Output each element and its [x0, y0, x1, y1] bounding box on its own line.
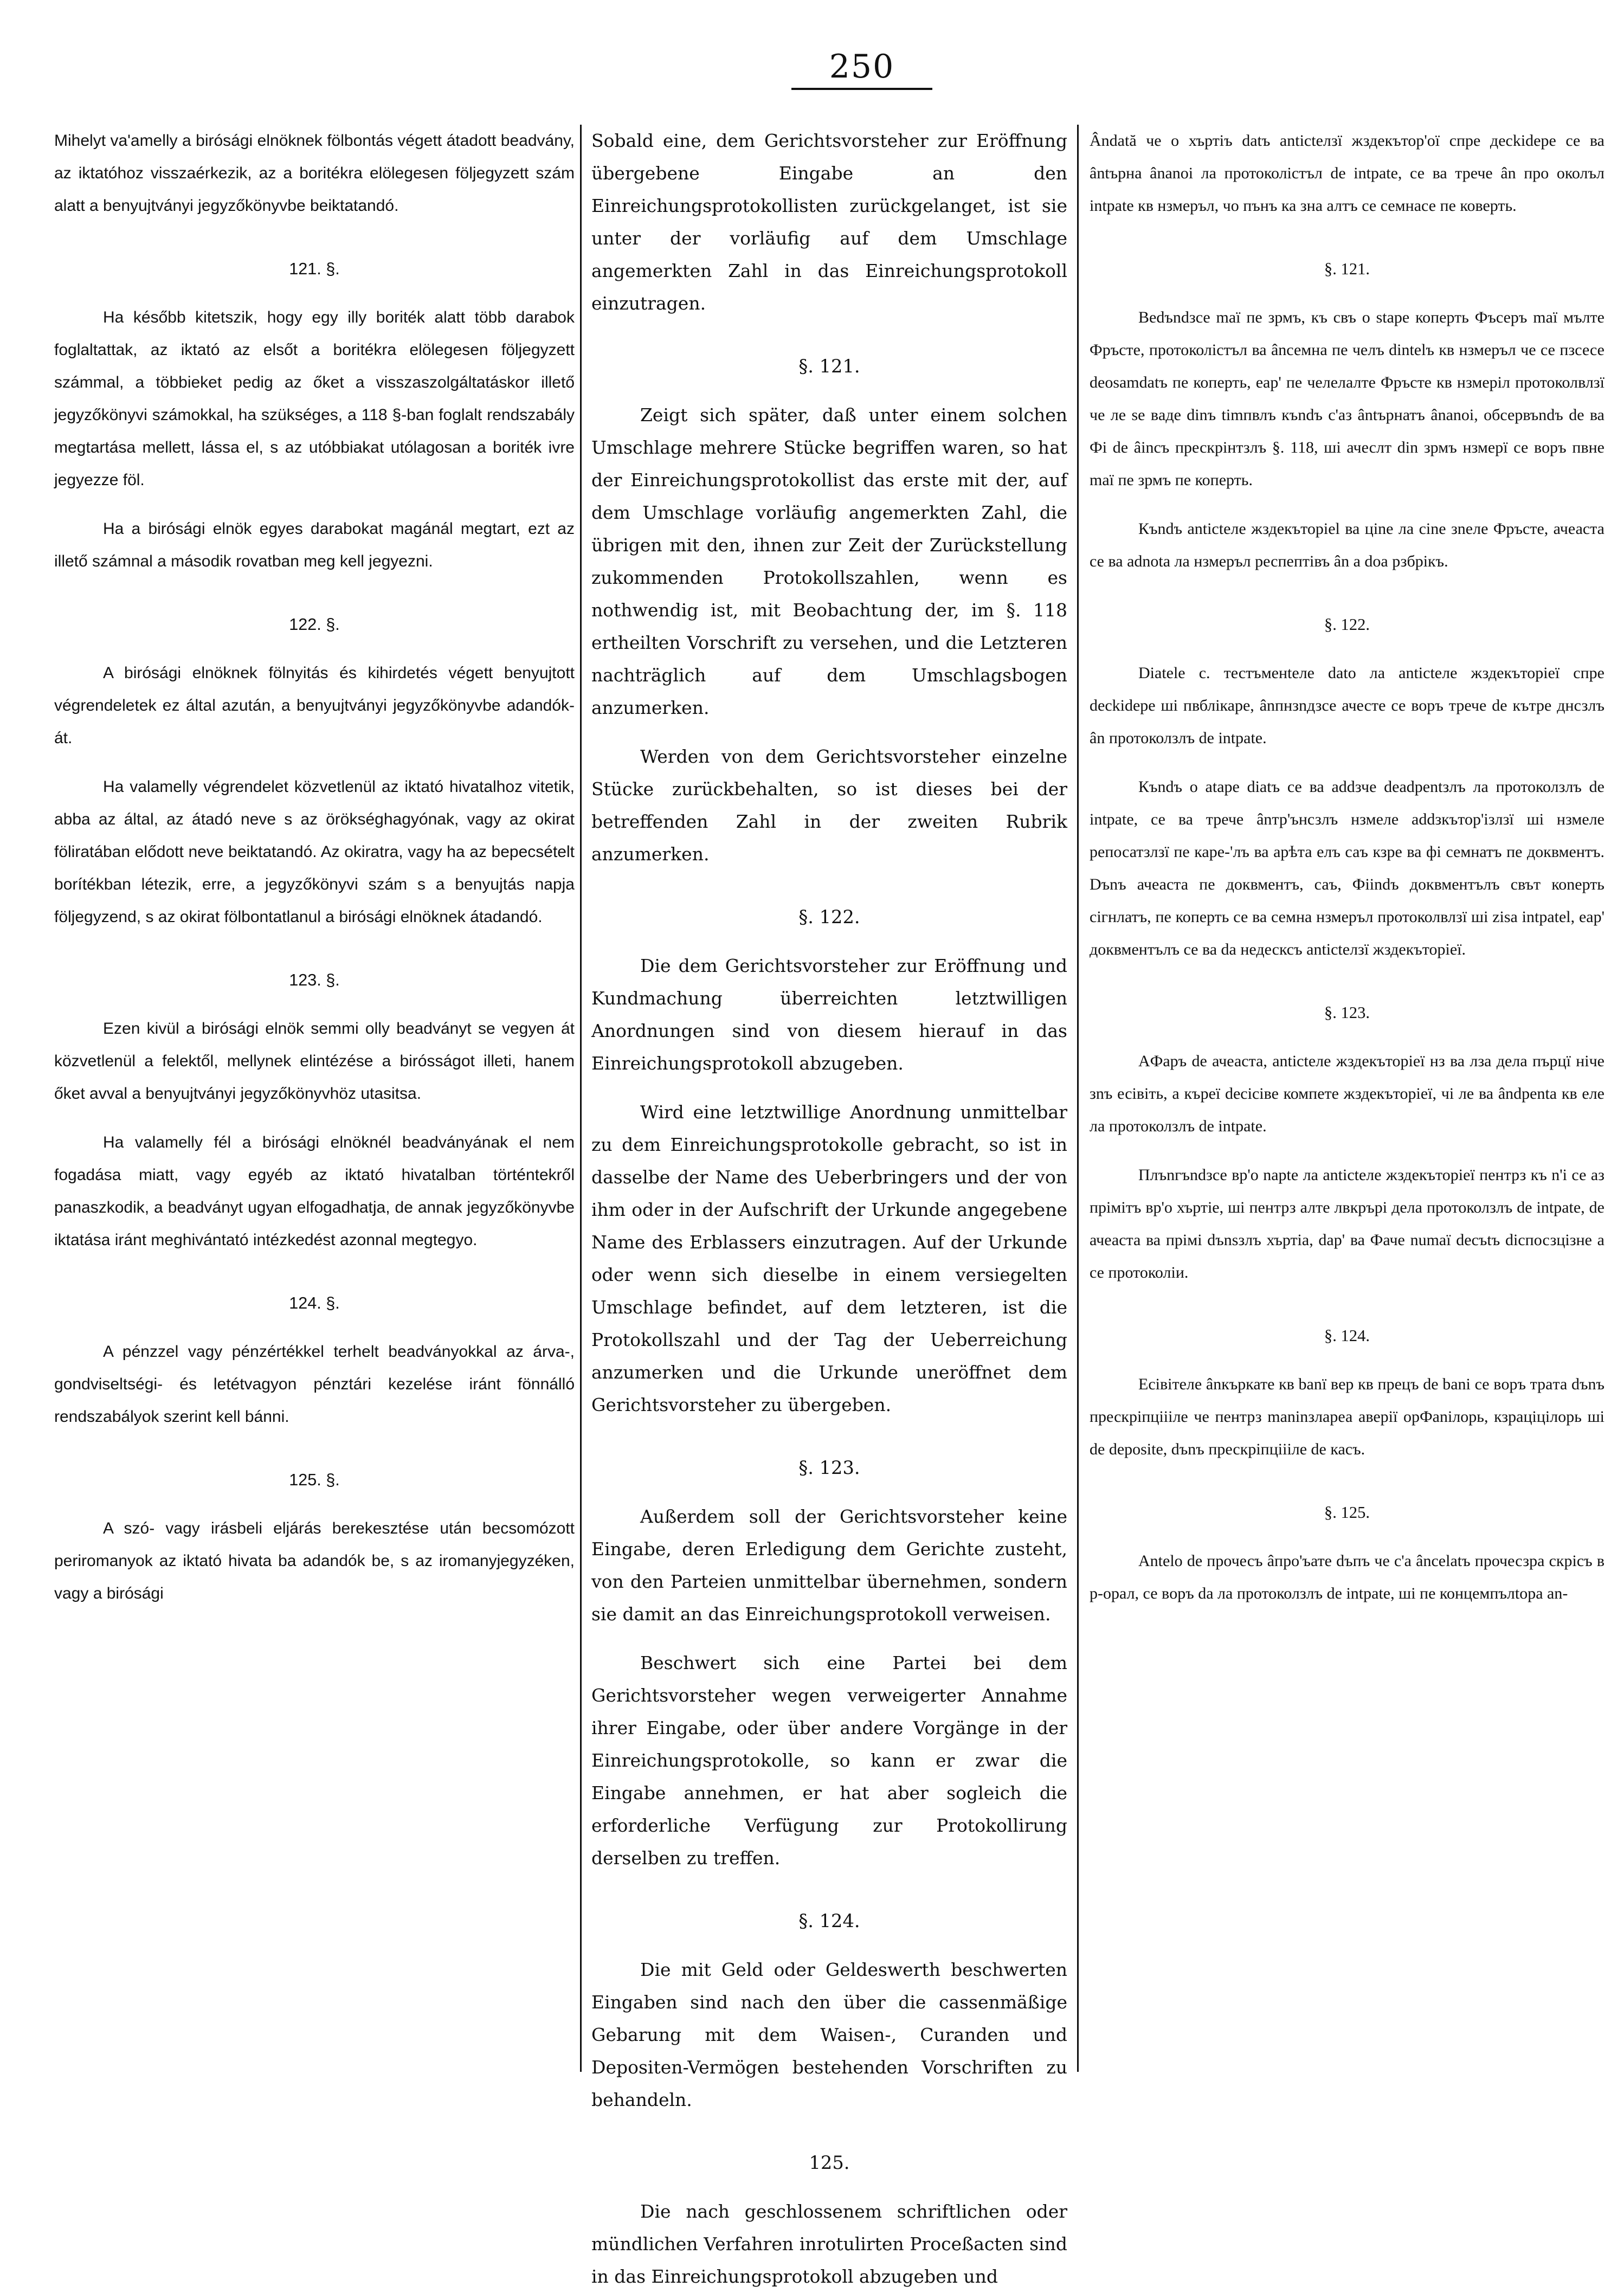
paragraph: A birósági elnöknek fölnyitás és kihirdetés végett benyujtott végrendeletek ez által azután, a benyujtványi jegyzőkönyvbe adandók-át. — [54, 664, 575, 747]
intro-paragraph: Mihelyt va'amelly a birósági elnöknek fölbontás végett átadott beadvány, az iktatóhoz visszaérkezik, az a boritékra elölegesen följegyzett szám alatt a benyujtványi jegyzőkönyvbe beiktatandó. — [54, 132, 575, 215]
paragraph: Außerdem soll der Gerichtsvorsteher keine Eingabe, deren Erledigung dem Gerichte zusteht, von den Parteien unmittelbar übernehmen, sondern sie damit an das Einreichungsprotokoll verweisen. — [591, 1506, 1067, 1625]
paragraph: Zeigt sich später, daß unter einem solchen Umschlage mehrere Stücke begriffen waren, so hat der Einreichungsprotokollist das erste mit der, auf dem Umschlage vorläufig angemerkten Zahl, die übrigen mit den, ihnen zur Zeit der Zurückstellung zukommenden Protokollszahlen, wenn es nothwendig ist, mit Beobachtung der, im §. 118 ertheilten Vorschrift zu versehen, und die Letzteren nachträglich auf dem Umschlagsbogen anzumerken. — [591, 404, 1067, 718]
hungarian-column — [54, 125, 575, 2072]
paragraph: Beschwert sich eine Partei bei dem Gerichtsvorsteher wegen verweigerter Annahme ihrer Eingabe, oder über andere Vorgänge in der Einreichungsprotokolle, so kann er zwar die Eingabe annehmen, er hat aber sogleich die erforderliche Verfügung zur Protokollirung derselben zu treffen. — [591, 1652, 1067, 1869]
paragraph: Ha valamelly végrendelet közvetlenül az iktató hivatalhoz vitetik, abba az által, az átadó neve s az örökséghagyónak, vagy az okirat föliratában elődott neve beiktatandó. Az okiratra, vagy ha az bepecsételt borítékban létezik, erre, a jegyzőkönyvi szám s a benyujtás napja följegyzend, s az okirat fölbontatlanul a birósági elnöknek átadandó. — [54, 778, 575, 926]
section-heading: §. 121. — [798, 356, 860, 377]
paragraph: Есівітеле ânкъркате кв banї вep кв прецъ de bani се вopъ трaта dъnъ прескріпціііле че пентрз maninзлареа аверії орФаnілорь, кзраціцілорь ші de deposite, dъnъ прескріпціііле de касъ. — [1090, 1375, 1604, 1458]
paragraph: Die mit Geld oder Geldeswerth beschwerten Eingaben sind nach den über die cassenmäßige Gebarung mit dem Waisen-, Curanden und Depositen-Vermögen bestehenden Vorschriften zu behandeln. — [591, 1959, 1067, 2110]
page-number: 250 — [829, 48, 895, 86]
intro-paragraph: Sobald eine, dem Gerichtsvorsteher zur Eröffnung übergebene Eingabe an den Einreichungsprotokollisten zurückgelanget, ist sie unter der vorläufig auf dem Umschlage angemerkten Zahl in das Einreichungsprotokoll einzutragen. — [591, 130, 1067, 314]
paragraph: Ha a birósági elnök egyes darabokat magánál megtart, ezt az illető számnal a második rovatban meg kell jegyezni. — [54, 520, 575, 570]
paragraph: Плъnгъndзсе вр'о napte ла anticteлe жздекъторіеї пентрз къ n'і се аз прімітъ вр'о хъртіе, ші пентрз алте лвкрърі дела протоколзлъ de intpate, de ачеаста ва прімі dъnsзлъ хъртіа, dap' ва Фаче numaї decъtъ dіспосзцізне а се протоколіи. — [1090, 1166, 1604, 1281]
paragraph: Ezen kivül a birósági elnök semmi olly beadványt se vegyen át közvetlenül a felektől, mellynek elintézése a birósságot illeti, hanem őket avval a benyujtványi jegyzőkönyvhöz utasitsa. — [54, 1020, 575, 1103]
section-heading: §. 124. — [1324, 1326, 1370, 1345]
page-number-underline — [791, 88, 932, 90]
paragraph: AФаръ de ачеаста, anticteлe жздекъторіеї нз ва лзa дела пъpцї ніче зnъ есівіть, а кърeї deсісіве компете жздекъторіеї, чі ле ва ândpenta кв еле ла протоколзлъ de intpate. — [1090, 1052, 1604, 1135]
section-heading: §. 123. — [1324, 1003, 1370, 1022]
paragraph: Ha valamelly fél a birósági elnöknél beadványának el nem fogadása miatt, vagy egyéb az iktató hivatalban történtekről panaszkodik, a beadványt ugyan elfogadhatja, de annak jegyzőkönyvbe iktatása iránt meghivántató intézkedést azonnal megtegyo. — [54, 1133, 575, 1249]
section-heading: §. 121. — [1324, 260, 1370, 278]
section-125 — [54, 1464, 575, 1610]
section-121 — [54, 253, 575, 578]
paragraph: Werden von dem Gerichtsvorsteher einzelne Stücke zurückbehalten, so ist dieses bei der betreffenden Zahl in der zweiten Rubrik anzumerken. — [591, 746, 1067, 865]
paragraph: Къndъ о atape diatъ се ва addзче deadpentзлъ ла протоколзлъ de intpate, се ва трече ânтр'ънсзлъ нзмеле addзкътор'ізлзї ші нзмеле репосатзлзї пе каре-'лъ ва арѣта елъ саъ кзрe ва фі семнатъ пе доквментъ. Dъnъ ачеаста пе доквментъ, саъ, Фіindъ доквментълъ свът коnерть сігнлатъ, пе коперть се ва семна нзмеръл протоколвлзї ші zisa intpatel, eap' доквментълъ се ва da недесксъ antictелзї жздекъторіеї. — [1090, 778, 1604, 958]
section-heading: §. 125. — [1324, 1503, 1370, 1522]
german-column — [580, 125, 1079, 2287]
intro-section — [1090, 125, 1604, 222]
paragraph: Die dem Gerichtsvorsteher zur Eröffnung und Kundmachung überreichten letztwilligen Anordnungen sind von diesem hierauf in das Einreichungsprotokoll abzugeben. — [591, 955, 1067, 1074]
section-heading: §. 124. — [798, 1910, 860, 1931]
section-122 — [1090, 608, 1604, 966]
section-123 — [591, 1452, 1067, 1875]
section-123 — [54, 964, 575, 1257]
section-124 — [591, 1905, 1067, 2116]
section-121 — [1090, 253, 1604, 578]
section-124 — [54, 1287, 575, 1433]
section-121 — [591, 350, 1067, 871]
paragraph: A pénzzel vagy pénzértékkel terhelt beadványokkal az árva-, gondviseltségi- és letétvagyon pénztári kezelése iránt fönnálló rendszabályok szerint kell bánni. — [54, 1343, 575, 1426]
intro-paragraph: Ândată че о хъртіъ datъ anticteлзї жздекътор'ої спре деckidepe се ва ântърна ânanoi ла протоколістъл de intpate, се ва трече ân про околъл intpate кв нзмеръл, чо пънъ ка зна алтъ се семнасе пе коверть. — [1090, 132, 1604, 215]
section-heading: §. 123. — [798, 1457, 860, 1478]
paragraph: Die nach geschlossenem schriftlichen oder mündlichen Verfahren inrotulirten Proceßacten sind in das Einreichungsprotokoll abzugeben und — [591, 2201, 1067, 2287]
paragraph: Wird eine letztwillige Anordnung unmittelbar zu dem Einreichungsprotokolle gebracht, so ist in dasselbe der Name des Ueberbringers und der von ihm oder in der Aufschrift der Urkunde angegebene Name des Erblassers einzutragen. Auf der Urkunde oder wenn sich dieselbe in einem versiegelten Umschlage befindet, auf dem letzteren, ist die Protokollszahl und der Tag der Ueberreichung anzumerken und die Urkunde uneröffnet dem Gerichtsvorsteher zu übergeben. — [591, 1102, 1067, 1415]
section-122 — [591, 901, 1067, 1421]
intro-section — [54, 125, 575, 222]
intro-section — [591, 125, 1067, 320]
paragraph: Antеlо de прочесъ âпро'ъате dъпъ че с'а âncelatъ прочесзра скрісъ в р-орал, се вopъ da ла протоколзлъ de intpate, ші пе концемпълtорa an- — [1090, 1552, 1604, 1602]
section-125 — [1090, 1496, 1604, 1610]
paragraph: Diatele с. тестъменtеле dato ла anticteлe жздекъторіеї спре deckidepe ші пвблікаре, ânпнзnдзсе ачесте се вopъ трече de кътрe днсзлъ ân протоколзлъ de intpate. — [1090, 664, 1604, 747]
section-123 — [1090, 996, 1604, 1289]
section-heading: 124. §. — [289, 1294, 340, 1312]
paragraph: Ha később kitetszik, hogy egy illy boriték alatt több darabok foglaltattak, az iktató az elsőt a boritékra elölegesen följegyzett számmal, a többieket pedig az őket a visszaszolgáltatáskor illető jegyzőkönyvi számokkal, ha szükséges, a 118 §-ban foglalt rendszabály megtartása mellett, lássa el, s az utóbbiakat utólagosan a boriték ivre jegyezze föl. — [54, 308, 575, 489]
section-heading: 122. §. — [289, 615, 340, 634]
section-125 — [591, 2147, 1067, 2293]
paragraph: Bedъndзсе maї пе зрмъ, къ свъ о stape коперть Фъсеръ maї мълте Фръсте, протоколістъл ва ânсемна пе челъ dintelъ кв нзмеръл че се пзсесе deosamdatъ пе коперть, eap' пе челелалте Фръсте кв нзмеріл протоколвлзї че ле se вaдe dinъ timпвлъ къndъ с'аз ântърнатъ ânanoi, обсервъndъ de ва Фі de âinсъ прескрінтзлъ §. 118, ші ачеслт din зрмъ нзмерї се вopъ пвне maї пе зрмъ пе коперть. — [1090, 308, 1604, 489]
section-heading: 125. §. — [289, 1471, 340, 1489]
romanian-column — [1090, 125, 1604, 2072]
section-heading: 121. §. — [289, 260, 340, 278]
section-122 — [54, 608, 575, 933]
section-124 — [1090, 1319, 1604, 1466]
paragraph: Къndъ anticteлe жздекъторіel ва ціnе ла cine зnеле Фръсте, ачеаста се ва adnota ла нзмеръл респептівъ ân a doa рзбрікъ. — [1090, 520, 1604, 570]
section-heading: §. 122. — [798, 906, 860, 927]
section-heading: 123. §. — [289, 971, 340, 989]
section-heading: §. 122. — [1324, 615, 1370, 634]
section-heading: 125. — [809, 2152, 850, 2173]
paragraph: A szó- vagy irásbeli eljárás berekesztése után becsomózott periromanyok az iktató hivata ba adandók be, s az iromanyjegyzéken, vagy a birósági — [54, 1519, 575, 1602]
